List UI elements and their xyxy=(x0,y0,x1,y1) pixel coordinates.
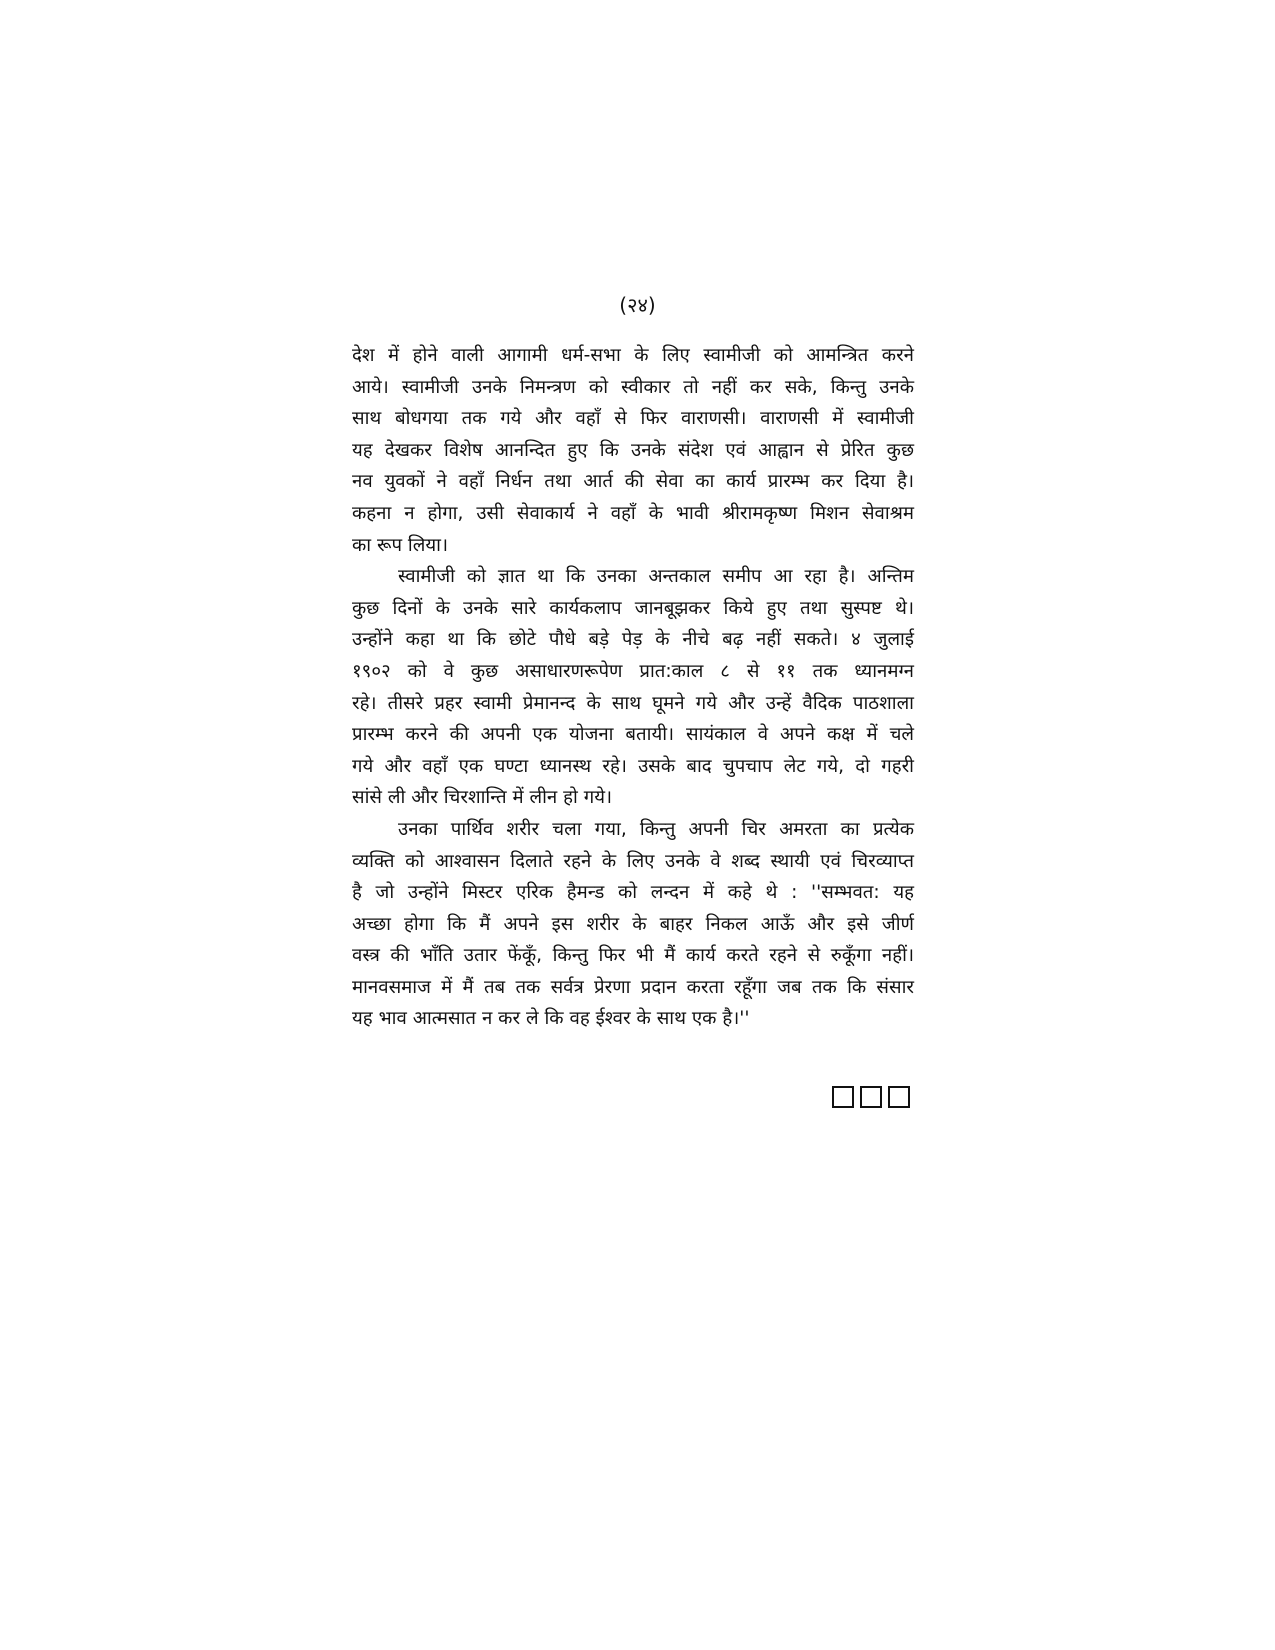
text-line: अच्छा होगा कि मैं अपने इस शरीर के बाहर निकल आऊँ और इसे जीर्ण xyxy=(352,913,914,935)
square-icon xyxy=(860,1086,882,1108)
text-line: यह भाव आत्मसात न कर ले कि वह ईश्वर के साथ एक है।'' xyxy=(352,1008,750,1030)
text-line: स्वामीजी को ज्ञात था कि उनका अन्तकाल समीप आ रहा है। अन्तिम xyxy=(398,566,914,588)
text-line: रहे। तीसरे प्रहर स्वामी प्रेमानन्द के साथ घूमने गये और उन्हें वैदिक पाठशाला xyxy=(352,692,914,714)
text-line: व्यक्ति को आश्वासन दिलाते रहने के लिए उनके वे शब्द स्थायी एवं चिरव्याप्त xyxy=(352,850,914,872)
text-line: उन्होंने कहा था कि छोटे पौधे बड़े पेड़ के नीचे बढ़ नहीं सकते। ४ जुलाई xyxy=(352,629,914,651)
text-line: गये और वहाँ एक घण्टा ध्यानस्थ रहे। उसके बाद चुपचाप लेट गये, दो गहरी xyxy=(352,755,914,777)
text-line: १९०२ को वे कुछ असाधारणरूपेण प्रात:काल ८ से ११ तक ध्यानमग्न xyxy=(352,660,914,682)
text-line: वस्त्र की भाँति उतार फेंकूँ, किन्तु फिर भी मैं कार्य करते रहने से रुकूँगा नहीं। xyxy=(352,945,914,967)
paragraph-1 xyxy=(352,340,914,561)
text-line: आये। स्वामीजी उनके निमन्त्रण को स्वीकार तो नहीं कर सके, किन्तु उनके xyxy=(352,376,914,398)
body-text xyxy=(352,340,914,1035)
paragraph-3 xyxy=(352,814,914,1035)
text-line: उनका पार्थिव शरीर चला गया, किन्तु अपनी चिर अमरता का प्रत्येक xyxy=(398,818,914,840)
square-icon xyxy=(832,1086,854,1108)
text-line: प्रारम्भ करने की अपनी एक योजना बतायी। सायंकाल वे अपने कक्ष में चले xyxy=(352,724,914,746)
page-number: (२४) xyxy=(619,293,656,317)
text-line: देश में होने वाली आगामी धर्म-सभा के लिए स्वामीजी को आमन्त्रित करने xyxy=(352,345,914,366)
text-line: कुछ दिनों के उनके सारे कार्यकलाप जानबूझकर किये हुए तथा सुस्पष्ट थे। xyxy=(352,597,914,619)
text-line: नव युवकों ने वहाँ निर्धन तथा आर्त की सेवा का कार्य प्रारम्भ कर दिया है। xyxy=(352,471,914,493)
end-mark-icon xyxy=(832,1086,910,1108)
text-line: यह देखकर विशेष आनन्दित हुए कि उनके संदेश एवं आह्वान से प्रेरित कुछ xyxy=(352,439,914,461)
text-line: का रूप लिया। xyxy=(352,534,448,556)
square-icon xyxy=(888,1086,910,1108)
text-line: मानवसमाज में मैं तब तक सर्वत्र प्रेरणा प्रदान करता रहूँगा जब तक कि संसार xyxy=(352,976,914,998)
text-line: साथ बोधगया तक गये और वहाँ से फिर वाराणसी। वाराणसी में स्वामीजी xyxy=(352,408,914,430)
text-line: सांसे ली और चिरशान्ति में लीन हो गये। xyxy=(352,787,613,809)
text-line: है जो उन्होंने मिस्टर एरिक हैमन्ड को लन्दन में कहे थे : ''सम्भवत: यह xyxy=(352,882,914,904)
text-line: कहना न होगा, उसी सेवाकार्य ने वहाँ के भावी श्रीरामकृष्ण मिशन सेवाश्रम xyxy=(352,502,914,524)
paragraph-2 xyxy=(352,561,914,814)
